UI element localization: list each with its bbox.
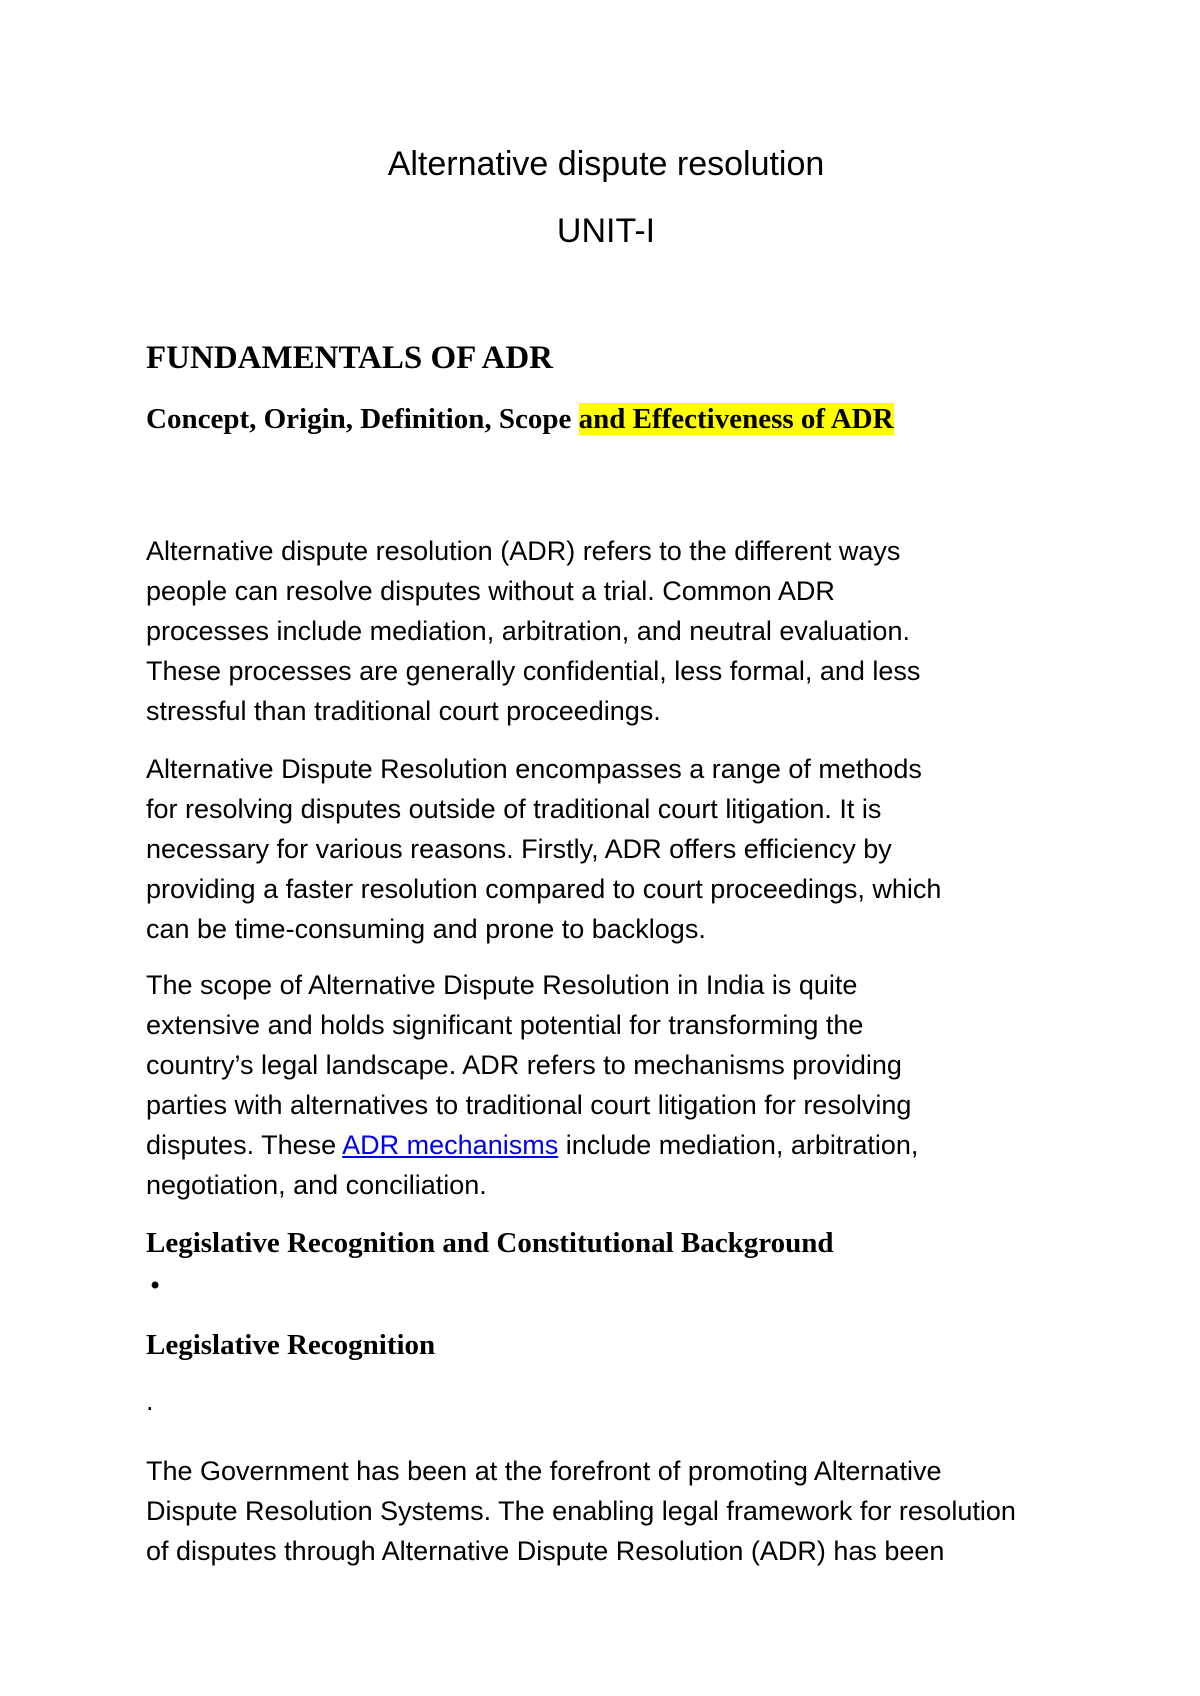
paragraph-line: Alternative Dispute Resolution encompasses a range of methods [146,754,922,784]
paragraph-line: stressful than traditional court proceedings. [146,696,661,726]
paragraph-scope [146,965,1066,1205]
bullet-point: • [148,1272,163,1300]
paragraph-line: necessary for various reasons. Firstly, ADR offers efficiency by [146,834,892,864]
paragraph-line: Dispute Resolution Systems. The enabling legal framework for resolution [146,1496,1016,1526]
paragraph-line: for resolving disputes outside of traditional court litigation. It is [146,794,882,824]
paragraph-line: people can resolve disputes without a trial. Common ADR [146,576,835,606]
stray-period: . [146,1386,154,1416]
paragraph-encompasses [146,749,1066,949]
heading-concept-plain: Concept, Origin, Definition, Scope [146,403,579,435]
paragraph-government [146,1451,1066,1571]
document-title: Alternative dispute resolution [387,145,825,183]
paragraph-line: Alternative dispute resolution (ADR) refers to the different ways [146,536,901,566]
paragraph-line: The scope of Alternative Dispute Resolution in India is quite [146,970,858,1000]
heading-legislative-background: Legislative Recognition and Constitutional Background [146,1227,834,1259]
paragraph-line: The Government has been at the forefront of promoting Alternative [146,1456,942,1486]
text-before-link: disputes. These [146,1130,343,1160]
heading-legislative-recognition: Legislative Recognition [146,1329,436,1361]
text-after-link: include mediation, arbitration, [558,1130,919,1160]
paragraph-line: processes include mediation, arbitration, and neutral evaluation. [146,616,910,646]
heading-concept [146,403,894,436]
paragraph-line: extensive and holds significant potential for transforming the [146,1010,864,1040]
adr-mechanisms-link[interactable]: ADR mechanisms [342,1130,559,1160]
paragraph-line-with-link [146,1125,1066,1165]
paragraph-line: providing a faster resolution compared to court proceedings, which [146,874,942,904]
paragraph-line: negotiation, and conciliation. [146,1170,487,1200]
heading-concept-highlight: and Effectiveness of ADR [578,403,894,435]
paragraph-definition [146,531,1066,731]
paragraph-line: can be time-consuming and prone to backlogs. [146,914,706,944]
paragraph-line: These processes are generally confidential, less formal, and less [146,656,921,686]
paragraph-line: parties with alternatives to traditional court litigation for resolving [146,1090,912,1120]
unit-label: UNIT-I [556,212,656,250]
heading-fundamentals: FUNDAMENTALS OF ADR [146,340,554,376]
paragraph-line: country’s legal landscape. ADR refers to mechanisms providing [146,1050,902,1080]
paragraph-line: of disputes through Alternative Dispute Resolution (ADR) has been [146,1536,945,1566]
